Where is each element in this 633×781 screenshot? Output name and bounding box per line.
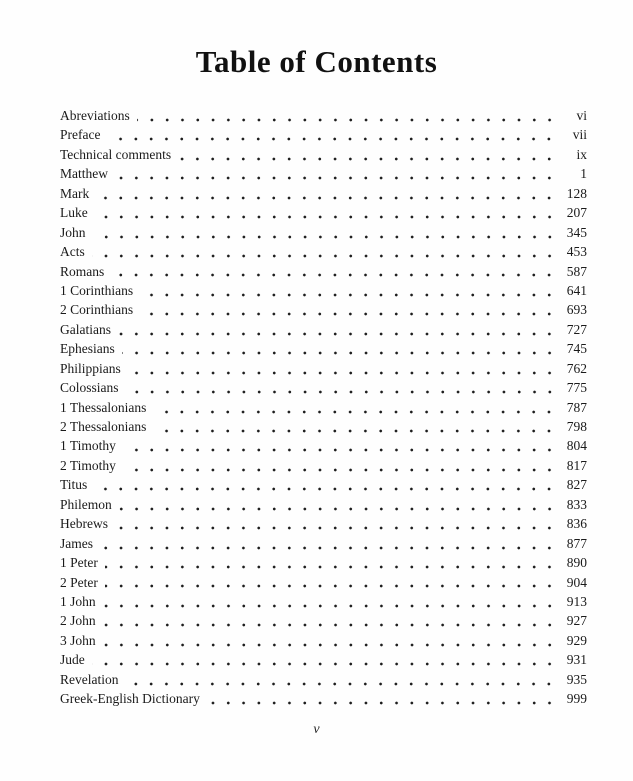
toc-entry-label: 2 Peter [60,574,98,590]
toc-entry-page: 1 [580,166,587,182]
toc-entry-label: Galatians [60,321,111,337]
toc-entry-label: Philemon [60,496,112,512]
toc-entry [60,359,587,378]
toc-entry-page: 128 [566,185,587,201]
toc-entry [60,475,587,494]
dot-leader [111,262,558,281]
toc-entry-page: 787 [566,399,587,415]
toc-entry [60,670,587,689]
folio-page-number: v [313,721,320,737]
toc-entry [60,378,587,397]
toc-entry-label: Abreviations [60,108,130,123]
toc-entry [60,164,587,183]
toc-entry [60,145,587,164]
toc-entry-page: 587 [566,263,587,279]
toc-entry-label: 1 Thessalonians [60,399,147,415]
toc-entry-label: 1 Timothy [60,438,116,454]
dot-leader [128,359,558,378]
toc-entry-label: Colossians [60,380,119,396]
toc-entry-label: Ephesians [60,341,115,357]
toc-entry [60,553,587,572]
toc-entry [60,436,587,455]
dot-leader [94,475,558,494]
dot-leader [103,611,558,630]
toc-entry-page: vi [576,108,587,123]
toc-entry-label: 2 John [60,613,96,629]
dot-leader [95,203,558,222]
toc-entry-label: 1 John [60,593,96,609]
toc-entry [60,320,587,339]
toc-entry-label: Preface [60,127,101,143]
toc-entry-label: Romans [60,263,105,279]
toc-entry-label: 2 Timothy [60,457,116,473]
toc-entry-label: Technical comments [60,146,172,162]
dot-leader [153,398,558,417]
toc-entry-page: 775 [566,380,587,396]
dot-leader [92,650,558,669]
toc-entry [60,631,587,650]
toc-entry-page: 836 [566,516,587,532]
dot-leader [153,417,558,436]
dot-leader [123,436,558,455]
dot-leader [178,145,558,164]
toc-entry-label: Mark [60,185,90,201]
dot-leader [126,378,558,397]
toc-entry-label: John [60,224,86,240]
toc-entry-page: 745 [566,341,587,357]
toc-entry [60,495,587,514]
toc-entry-page: 927 [566,613,587,629]
dot-leader [123,456,558,475]
toc-entry-page: 833 [566,496,587,512]
dot-leader [107,125,558,144]
toc-entry [60,281,587,300]
dot-leader [122,339,558,358]
toc-entry [60,398,587,417]
toc-entry [60,223,587,242]
toc-entry [60,242,587,261]
toc-entry [60,417,587,436]
toc-entry-page: 999 [566,691,587,707]
dot-leader [93,223,558,242]
dot-leader [115,514,558,533]
toc-entry-page: 929 [566,632,587,648]
dot-leader [207,689,558,708]
toc-entry-page: 345 [566,224,587,240]
toc-entry-label: Philippians [60,360,121,376]
toc-entry-page: 890 [566,555,587,571]
toc-entry-page: vii [572,127,587,143]
toc-entry-label: 2 Corinthians [60,302,134,318]
toc-entry-label: Acts [60,244,85,260]
toc-entry-label: James [60,535,93,551]
dot-leader [103,631,558,650]
dot-leader [92,242,558,261]
toc-entry-page: 827 [566,477,587,493]
toc-entry [60,106,587,125]
toc-entry [60,184,587,203]
dot-leader [125,670,558,689]
toc-entry [60,514,587,533]
toc-entry-label: Hebrews [60,516,108,532]
toc-entry-page: 762 [566,360,587,376]
toc-entry-label: Greek-English Dictionary [60,691,200,707]
toc-entry-page: 641 [566,282,587,298]
toc-entry [60,592,587,611]
dot-leader [140,281,558,300]
toc-entry [60,534,587,553]
dot-leader [115,164,558,183]
toc-entry-page: 453 [566,244,587,260]
toc-entry-page: 931 [566,652,587,668]
toc-entry-page: 207 [566,205,587,221]
toc-list [60,106,587,709]
toc-entry [60,573,587,592]
dot-leader [103,592,558,611]
dot-leader [100,534,558,553]
toc-entry [60,689,587,708]
toc-entry-page: 913 [566,593,587,609]
toc-entry-page: 727 [566,321,587,337]
toc-entry [60,203,587,222]
toc-entry-label: 1 Peter [60,555,98,571]
dot-leader [140,300,558,319]
dot-leader [137,106,558,125]
toc-entry-label: Matthew [60,166,108,182]
dot-leader [119,495,558,514]
toc-entry-label: Jude [60,652,85,668]
dot-leader [105,573,558,592]
toc-entry [60,339,587,358]
toc-entry [60,125,587,144]
toc-entry [60,611,587,630]
toc-entry [60,300,587,319]
toc-entry-label: 1 Corinthians [60,282,134,298]
toc-entry [60,650,587,669]
page-title: Table of Contents [195,44,438,79]
toc-entry-page: 817 [566,457,587,473]
dot-leader [105,553,558,572]
toc-entry [60,262,587,281]
toc-entry-page: 798 [566,419,587,434]
dot-leader [96,184,558,203]
toc-entry-label: Titus [60,477,88,493]
toc-entry-page: 904 [566,574,587,590]
toc-entry-label: Luke [60,205,88,221]
toc-entry-label: Revelation [60,671,119,687]
toc-entry-label: 2 Thessalonians [60,419,147,434]
toc-entry-page: 693 [566,302,587,318]
toc-entry-page: 804 [566,438,587,454]
toc-entry-page: ix [576,146,587,162]
dot-leader [118,320,558,339]
toc-entry-page: 935 [566,671,587,687]
toc-entry-label: 3 John [60,632,96,648]
toc-entry-page: 877 [566,535,587,551]
toc-entry [60,456,587,475]
